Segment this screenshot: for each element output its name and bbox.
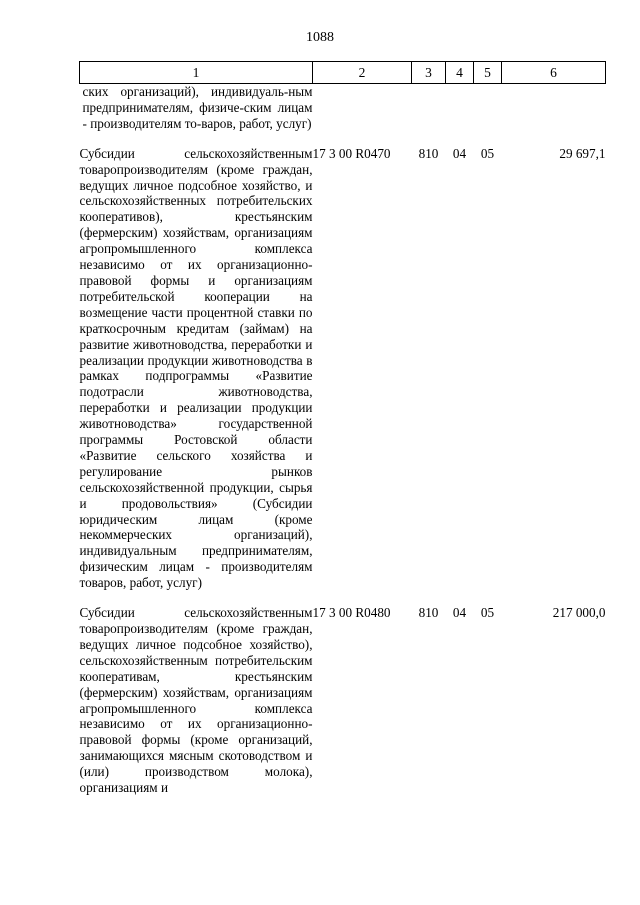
column-header: 5 bbox=[474, 62, 502, 84]
header-row bbox=[80, 62, 606, 84]
column-header: 1 bbox=[80, 62, 313, 84]
table-row bbox=[80, 605, 606, 796]
column-header: 2 bbox=[313, 62, 412, 84]
row-col5: 05 bbox=[480, 605, 495, 621]
column-header: 4 bbox=[446, 62, 474, 84]
column-header: 6 bbox=[502, 62, 606, 84]
row-col4: 04 bbox=[452, 145, 467, 161]
row-code: 17 3 00 R0470 bbox=[312, 145, 391, 161]
column-header: 3 bbox=[412, 62, 446, 84]
row-col5: 05 bbox=[480, 145, 495, 161]
row-description: Субсидии сельскохозяйственным товаропроизводителям (кроме граждан, ведущих личное подсобное хозяйство, и сельскохозяйственных потребительских кооперативов), крестьянским (фермерским) хозяйствам, организациям агропромышленного комплекса независимо от их организационно-правовой формы и организациям потребительской кооперации на возмещение части процентной ставки по краткосрочным кредитам (займам) на развитие животноводства, переработки и реализации продукции животноводства в рамках подпрограммы «Развитие подотрасли животноводства, переработки и реализации продукции животноводства» государственной программы Ростовской области «Развитие сельского хозяйства и регулирование рынков сельскохозяйственной продукции, сырья и продовольствия» (Субсидии юридическим лицам (кроме некоммерческих организаций), индивидуальным предпринимателям, физическим лицам - производителям товаров, работ, услуг) bbox=[79, 145, 313, 591]
row-amount: 217 000,0 bbox=[552, 605, 606, 621]
table-row bbox=[80, 146, 606, 605]
row-col4: 04 bbox=[452, 605, 467, 621]
table-row bbox=[80, 84, 606, 146]
row-code: 17 3 00 R0480 bbox=[312, 605, 391, 621]
row-amount: 29 697,1 bbox=[559, 145, 606, 161]
row-col5 bbox=[474, 84, 502, 146]
row-code bbox=[313, 84, 412, 146]
row-col4 bbox=[446, 84, 474, 146]
row-col3: 810 bbox=[418, 145, 439, 161]
page-number: 1088 bbox=[306, 30, 334, 45]
row-col3: 810 bbox=[418, 605, 439, 621]
row-col3 bbox=[412, 84, 446, 146]
row-description: ских организаций), индивидуаль-ным предпринимателям, физиче-ским лицам - производителям то-варов, работ, услуг) bbox=[82, 84, 313, 131]
row-description: Субсидии сельскохозяйственным товаропроизводителям (кроме граждан, ведущих личное подсобное хозяйство), сельскохозяйственным потребительским кооперативам, крестьянским (фермерским) хозяйствам, организациям агропромышленного комплекса независимо от их организационно-правовой формы (кроме организаций, занимающихся мясным скотоводством и (или) производством молока), организациям и bbox=[79, 605, 313, 796]
row-amount bbox=[502, 84, 606, 146]
budget-table bbox=[79, 61, 606, 796]
